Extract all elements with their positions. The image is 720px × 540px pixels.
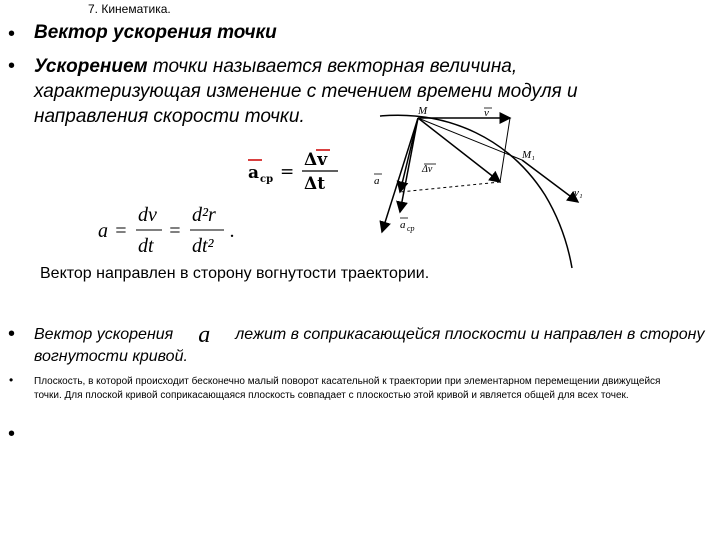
formula-a-sub: ср (260, 174, 274, 185)
formula-denominator: Δt (304, 174, 326, 194)
bullet-3-text (34, 324, 714, 368)
formula-a-lhs: a (248, 163, 260, 183)
label-v1: v₁ (574, 187, 583, 199)
bullet-1-marker: • (8, 23, 16, 45)
label-acp: a (400, 219, 406, 231)
bullet-3-before: Вектор ускорения (34, 326, 174, 343)
label-M: M (418, 105, 428, 117)
formula2-end: . (230, 220, 235, 242)
delta-v-line (500, 118, 510, 182)
velocity-v1-arrow (522, 160, 578, 202)
formula-eq: = (280, 162, 295, 182)
formula2-lhs: a (98, 220, 108, 242)
bullet-2-marker: • (8, 55, 16, 77)
bullet-3-after: лежит в соприкасающейся плоскости и направлен в сторону вогнутости кривой. (34, 326, 705, 365)
acceleration-a-arrow (382, 118, 418, 232)
label-delta-v: Δv (422, 164, 433, 175)
formula2-eq2: = (168, 220, 182, 242)
formula2-n1: dv (138, 204, 157, 226)
label-v: v (484, 107, 489, 119)
acceleration-diagram (360, 100, 600, 270)
acceleration-symbol: a (198, 322, 211, 348)
average-acceleration-formula (246, 146, 346, 196)
bullet-5-marker: • (8, 423, 16, 445)
formula2-eq1: = (114, 220, 128, 242)
bullet-2-rest: точки называется векторная величина, характеризующая изменение с течением времени модуля и направления скорости точки. (34, 56, 578, 127)
dashed-construction-line (400, 182, 500, 192)
formula-numerator: Δv (304, 150, 328, 170)
label-acp-sub: ср (407, 224, 415, 233)
slide-header: 7. Кинематика. (88, 2, 171, 16)
bullet-2-bold: Ускорением (34, 56, 148, 77)
bullet-4-text: Плоскость, в которой происходит бесконечно малый поворот касательной к траектории при элементарном перемещении движущейся точки. Для плоской кривой соприкасающаяся плоскость совпадает с плоскостью этой кривой и является общей для всех точек. (34, 376, 661, 401)
label-M1: M₁ (522, 149, 535, 161)
label-a: a (374, 175, 380, 187)
direction-statement: Вектор направлен в сторону вогнутости траектории. (40, 265, 430, 282)
bullet-3-marker: • (8, 323, 16, 345)
bullet-4-marker: • (9, 373, 14, 387)
instant-acceleration-formula (98, 200, 248, 260)
formula2-d1: dt (138, 235, 154, 257)
bullet-1-text: Вектор ускорения точки (34, 22, 277, 43)
formula2-n2: d²r (192, 204, 216, 226)
formula2-d2: dt² (192, 235, 214, 257)
